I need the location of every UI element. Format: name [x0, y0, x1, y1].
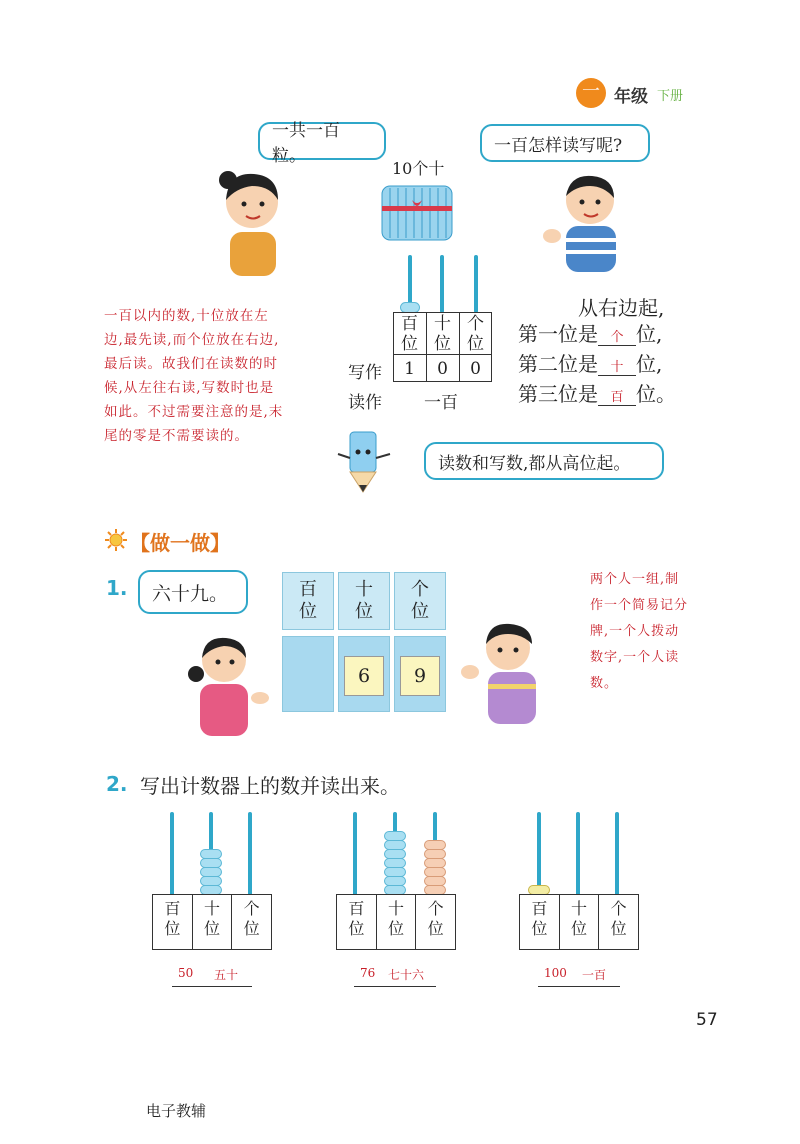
- exercise-2-title: 写出计数器上的数并读出来。: [140, 774, 400, 798]
- page-number: 57: [696, 1010, 718, 1030]
- counter2-place-table: [336, 894, 456, 950]
- right-line-2: [518, 348, 662, 377]
- bubble-text: 一共一百粒。: [272, 121, 340, 166]
- read-label: 读作: [348, 393, 382, 413]
- boy-illustration: [538, 164, 624, 274]
- digit-hundreds: 1: [404, 359, 415, 379]
- counter3-place-table: [519, 894, 639, 950]
- counter2-answer-line: [354, 986, 436, 987]
- counter1-rod-ones: [248, 812, 252, 896]
- ex1-activity-note: 两个人一组,制作一个简易记分牌,一个人拨动数字,一个人读数。: [590, 572, 689, 691]
- line-text: 第三位是: [518, 382, 598, 406]
- digit-tens: 0: [437, 359, 448, 379]
- speech-bubble-girl: [258, 121, 386, 166]
- header-ones: 个 位: [467, 314, 484, 354]
- write-label: 写作: [348, 363, 382, 383]
- ex1-speech-bubble: [138, 570, 248, 614]
- exercise-2-number: 2.: [106, 772, 128, 796]
- teacher-note: 一百以内的数,十位放在左边,最先读,而个位放在右边,最后读。故我们在读数的时候,从左往右读,写数时也是如此。不过需要注意的是,末尾的零是不需要读的。: [104, 308, 284, 444]
- header-tens: 十 位: [434, 314, 451, 354]
- unit-text: 位,: [636, 322, 663, 346]
- pencil-character: [334, 428, 394, 494]
- counter2-rod-hundreds: [353, 812, 357, 896]
- cell-ones: 个 位: [598, 895, 638, 949]
- unit-text: 位,: [636, 352, 663, 376]
- scoreboard-header-tens: 十 位: [338, 572, 390, 630]
- rod-ones: [474, 255, 478, 313]
- answer-fill: 个: [598, 326, 636, 346]
- counter1-rod-hundreds: [170, 812, 174, 896]
- score-card-tens: 6: [344, 656, 384, 696]
- line-text: 第二位是: [518, 352, 598, 376]
- counter3-rod-ones: [615, 812, 619, 896]
- speech-bubble-boy: [480, 124, 650, 162]
- counter1-answer-line: [172, 986, 252, 987]
- watermark: 电子教辅: [146, 1102, 207, 1120]
- cell-hundreds: 百 位: [531, 899, 548, 938]
- counter1-place-table: [152, 894, 272, 950]
- counter2-answer-words: 七十六: [388, 968, 425, 982]
- unit-text: 位。: [636, 382, 676, 406]
- line-text: 第一位是: [518, 322, 598, 346]
- answer-fill: 十: [598, 356, 636, 376]
- header-hundreds: 百 位: [401, 314, 418, 354]
- girl-illustration: [212, 160, 292, 278]
- counter3-rod-tens: [576, 812, 580, 896]
- bubble-text: 六十九。: [152, 582, 229, 605]
- section-title: 【做一做】: [130, 531, 230, 555]
- counter3-answer-words: 一百: [582, 968, 607, 982]
- scoreboard-header-hundreds: 百 位: [282, 572, 334, 630]
- rod-tens: [440, 255, 444, 313]
- bubble-text: 读数和写数,都从高位起。: [438, 453, 631, 474]
- grade-badge: 一: [576, 78, 606, 108]
- table-grid: [393, 354, 492, 355]
- grade-label: 年级: [614, 87, 648, 107]
- sun-icon: [104, 528, 128, 552]
- cell-ones: 个 位: [415, 895, 455, 949]
- scoreboard-header-ones: 个 位: [394, 572, 446, 630]
- bubble-text: 一百怎样读写呢?: [494, 135, 623, 156]
- counter1-answer-number: 50: [178, 966, 194, 980]
- girl-2-illustration: [184, 628, 274, 738]
- counter2-answer-number: 76: [360, 966, 376, 980]
- counter3-rod-hundreds: [537, 812, 541, 896]
- read-value: 一百: [424, 393, 458, 413]
- score-card-ones: 9: [400, 656, 440, 696]
- counter3-answer-number: 100: [544, 966, 567, 980]
- pencil-speech-bubble: [424, 442, 664, 480]
- answer-fill: 百: [598, 386, 636, 406]
- boy-2-illustration: [458, 614, 544, 726]
- scoreboard-slot-hundreds: [282, 636, 334, 712]
- right-line-0: 从右边起,: [578, 296, 665, 320]
- cell-hundreds: 百 位: [164, 899, 181, 938]
- cell-tens: 十 位: [192, 895, 232, 949]
- right-line-1: [518, 318, 662, 347]
- bundle-label: 10个十: [392, 159, 445, 178]
- exercise-1-number: 1.: [106, 576, 128, 600]
- cell-tens: 十 位: [376, 895, 416, 949]
- cell-hundreds: 百 位: [348, 899, 365, 938]
- volume-label: 下册: [657, 89, 684, 104]
- cell-ones: 个 位: [231, 895, 271, 949]
- digit-ones: 0: [470, 359, 481, 379]
- counter3-answer-line: [538, 986, 620, 987]
- right-line-3: [518, 378, 676, 407]
- stick-bundle-illustration: [378, 180, 458, 246]
- counter1-answer-words: 五十: [214, 968, 239, 982]
- cell-tens: 十 位: [559, 895, 599, 949]
